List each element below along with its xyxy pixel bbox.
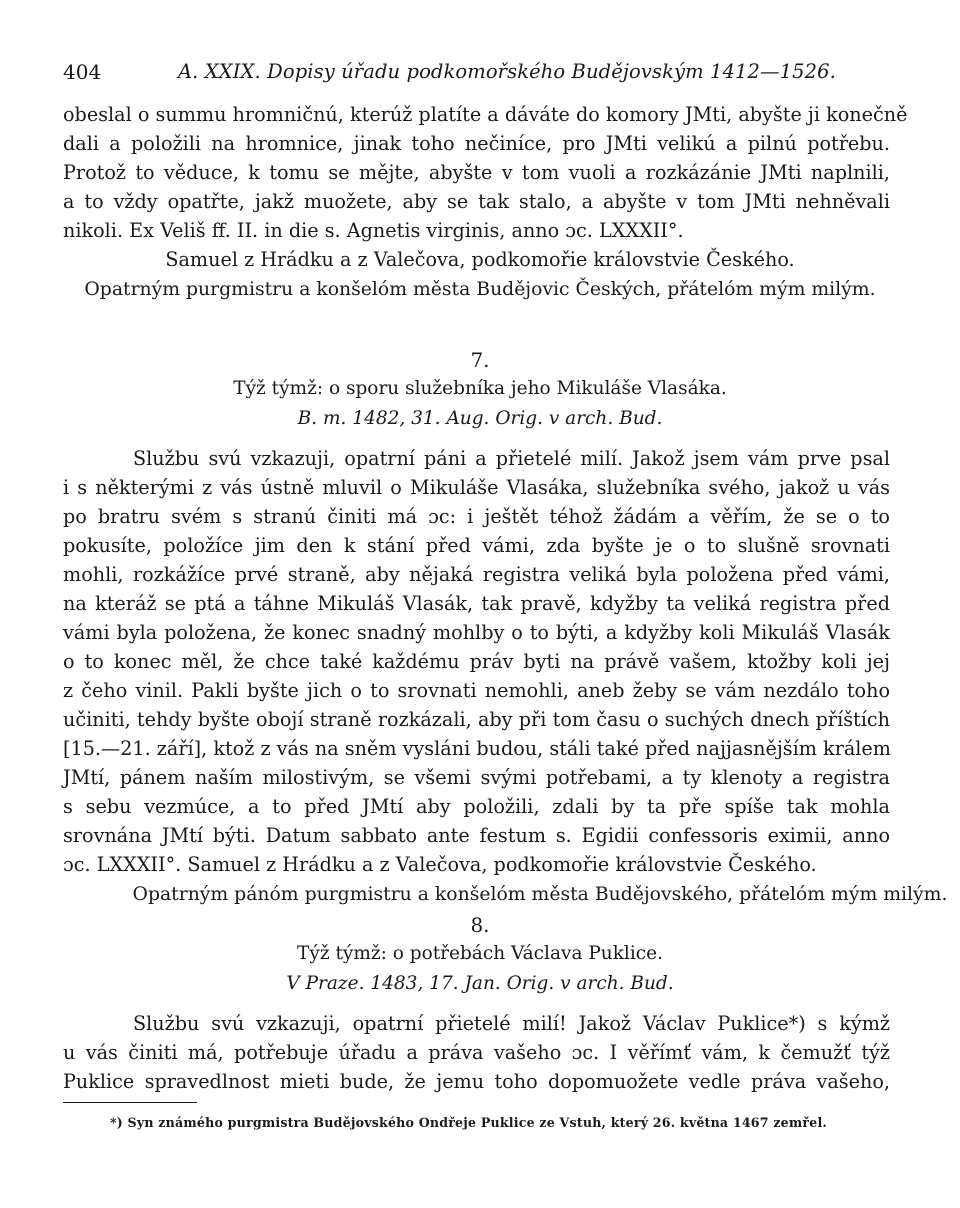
text-line: na kteráž se ptá a táhne Mikuláš Vlasák, tak pravě, kdyžby ta veliká registra před (63, 592, 890, 615)
text-line: mohli, rozkážíce prvé straně, aby nějaká registra veliká byla položena před vámi, (63, 563, 890, 586)
address-line: Opatrným pánóm purgmistru a konšelóm města Budějovského, přátelóm mým milým. (132, 884, 948, 905)
text-line: s sebu vezmúce, a to před JMtí aby položili, zdali by ta pře spíše tak mohla (63, 795, 890, 818)
letter-dating: V Praze. 1483, 17. Jan. Orig. v arch. Bud. (286, 973, 674, 994)
letter-dating: B. m. 1482, 31. Aug. Orig. v arch. Bud. (297, 408, 663, 429)
text-line: srovnána JMtí býti. Datum sabbato ante festum s. Egidii confessoris eximii, anno (63, 824, 890, 847)
text-line: Protož to věduce, k tomu se mějte, abyšte v tom vuoli a rozkázánie JMti naplnili, (63, 161, 890, 184)
footnote: *) Syn známého purgmistra Budějovského Ondřeje Puklice ze Vstuh, který 26. května 1467 zemřel. (110, 1115, 828, 1130)
text-line: i s některými z vás ústně mluvil o Mikuláše Vlasáka, služebníka svého, jakož u vás (63, 476, 890, 499)
text-line: Službu svú vzkazuji, opatrní přietelé milí! Jakož Václav Puklice*) s kýmž (133, 1012, 890, 1035)
address-line: Opatrným purgmistru a konšelóm města Budějovic Českých, přátelóm mým milým. (84, 279, 876, 300)
letter-number: 8. (470, 913, 490, 937)
running-title: A. XXIX. Dopisy úřadu podkomořského Budějovským 1412—1526. (178, 60, 836, 83)
text-line: nikoli. Ex Veliš ff. II. in die s. Agnetis virginis, anno ɔc. LXXXII°. (63, 219, 684, 242)
text-line: z čeho vinil. Pakli byšte jich o to srovnati nemohli, aneb žeby se vám nezdálo toho (63, 679, 890, 702)
text-line: a to vždy opatřte, jakž muožete, aby se tak stalo, a abyšte v tom JMti nehněvali (63, 190, 890, 213)
text-line: dali a položili na hromnice, jinak toho nečiníce, pro JMti velikú a pilnú potřebu. (63, 132, 890, 155)
signature-line: Samuel z Hrádku a z Valečova, podkomořie královstvie Českého. (165, 248, 795, 271)
text-line: obeslal o summu hromničnú, kterúž platíte a dáváte do komory JMti, abyšte ji konečně (63, 103, 908, 126)
letter-summary: Týž týmž: o potřebách Václava Puklice. (297, 943, 663, 964)
page-number: 404 (63, 60, 102, 84)
text-line: Puklice spravedlnost mieti bude, že jemu toho dopomuožete vedle práva vašeho, (63, 1070, 890, 1093)
text-line: [15.—21. září], ktož z vás na sněm vysláni budou, stáli také před najjasnějším králem (63, 737, 891, 760)
text-line: JMtí, pánem naším milostivým, se všemi svými potřebami, a ty klenoty a registra (63, 766, 890, 789)
text-line: ɔc. LXXXII°. Samuel z Hrádku a z Valečova, podkomořie královstvie Českého. (63, 853, 817, 876)
text-line: o to konec měl, že chce také každému práv byti na právě vašem, ktožby koli jej (63, 650, 890, 673)
text-line: učiniti, tehdy byšte obojí straně rozkázali, aby při tom času o suchých dnech příštích (63, 708, 890, 731)
text-line: u vás činiti má, potřebuje úřadu a práva vašeho ɔc. I věřímť vám, k čemužť týž (63, 1041, 890, 1064)
letter-number: 7. (470, 348, 490, 372)
text-line: pokusíte, položíce jim den k stání před vámi, zda byšte je o to slušně srovnati (63, 534, 890, 557)
text-line: po bratru svém s stranú činiti má ɔc: i ještět téhož žádám a věřím, že se o to (63, 505, 890, 528)
footnote-rule (63, 1102, 197, 1103)
text-line: Službu svú vzkazuji, opatrní páni a přietelé milí. Jakož jsem vám prve psal (133, 447, 890, 470)
running-header (0, 60, 960, 90)
letter-summary: Týž týmž: o sporu služebníka jeho Mikuláše Vlasáka. (233, 378, 727, 399)
text-line: vámi byla položena, že konec snadný mohlby o to býti, a kdyžby koli Mikuláš Vlasák (63, 621, 890, 644)
